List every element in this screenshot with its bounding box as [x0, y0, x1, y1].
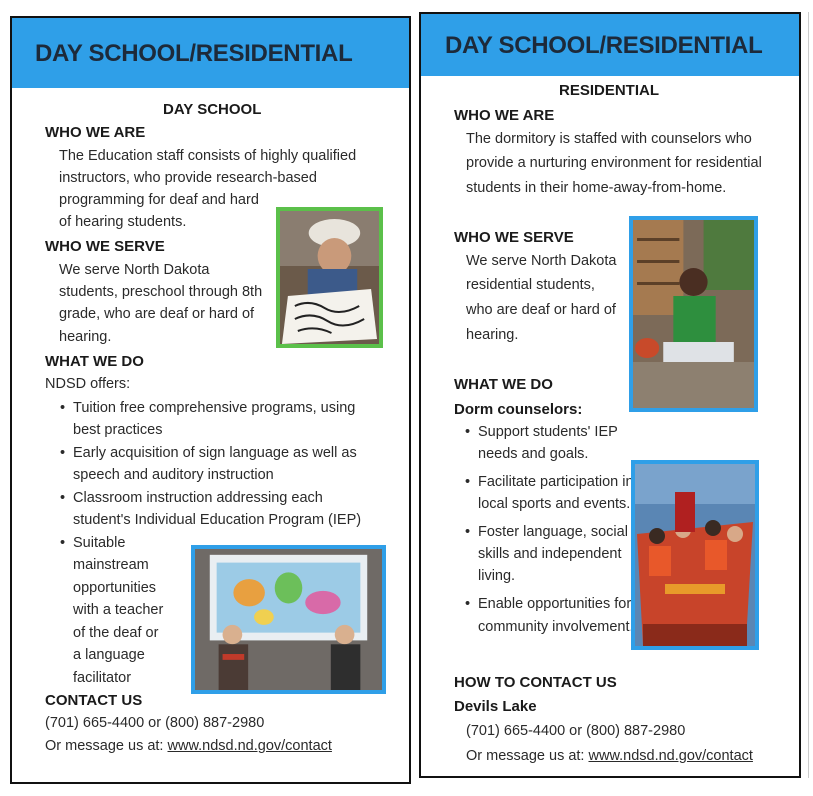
day-who-we-are-line: of hearing students.	[59, 214, 187, 230]
res-bullet-cont: needs and goals.	[478, 446, 589, 462]
day-bullet-cont: with a teacher	[73, 602, 164, 618]
day-bullet-cont: best practices	[73, 422, 163, 438]
res-bullet: • Foster language, social	[478, 525, 628, 540]
res-bullet: • Facilitate participation in	[478, 475, 634, 490]
day-contact-link[interactable]: www.ndsd.nd.gov/contact	[167, 738, 332, 754]
page-edge-divider	[808, 12, 809, 778]
res-who-we-are-line: students in their home-away-from-home.	[466, 180, 727, 196]
smartboard-students-photo	[191, 545, 386, 694]
day-contact-heading: CONTACT US	[45, 692, 143, 709]
day-bullet: • Tuition free comprehensive programs, using	[73, 401, 355, 416]
res-who-we-serve-line: hearing.	[466, 327, 519, 343]
day-who-we-serve-heading: WHO WE SERVE	[45, 238, 165, 255]
res-who-we-serve-line: residential students,	[466, 277, 595, 293]
day-bullet-cont: facilitator	[73, 670, 132, 686]
res-banner-title: DAY SCHOOL/RESIDENTIAL	[445, 32, 763, 59]
res-bullet: • Enable opportunities for	[478, 597, 631, 612]
res-who-we-are-line: The dormitory is staffed with counselors who	[466, 131, 752, 147]
day-who-we-serve-line: grade, who are deaf or hard of	[59, 306, 255, 322]
day-who-we-are-line: The Education staff consists of highly qualified	[59, 148, 357, 164]
res-dorm-counselors: Dorm counselors:	[454, 401, 583, 418]
day-what-we-do-heading: WHAT WE DO	[45, 353, 144, 370]
res-who-we-are-heading: WHO WE ARE	[454, 107, 555, 124]
day-who-we-serve-line: hearing.	[59, 329, 112, 345]
res-bullet-cont: local sports and events.	[478, 496, 631, 512]
day-who-we-serve-line: We serve North Dakota	[59, 262, 210, 278]
day-section-title: DAY SCHOOL	[163, 101, 262, 118]
res-bullet: • Support students' IEP	[478, 425, 618, 440]
day-bullet-cont: speech and auditory instruction	[73, 467, 274, 483]
day-bullet: • Classroom instruction addressing each	[73, 491, 323, 506]
res-what-we-do-heading: WHAT WE DO	[454, 376, 553, 393]
day-bullet-cont: student's Individual Education Program (IEP)	[73, 512, 362, 528]
day-bullet: • Suitable	[73, 536, 125, 551]
res-contact-location: Devils Lake	[454, 698, 537, 715]
residential-card	[419, 12, 801, 778]
day-bullet-cont: mainstream	[73, 557, 149, 573]
day-what-we-do-intro: NDSD offers:	[45, 376, 131, 392]
res-who-we-serve-line: We serve North Dakota	[466, 253, 617, 269]
res-bullet-cont: skills and independent	[478, 546, 622, 562]
dorm-student-photo	[629, 216, 758, 412]
res-who-we-serve-line: who are deaf or hard of	[466, 302, 616, 318]
res-contact-link[interactable]: www.ndsd.nd.gov/contact	[588, 748, 753, 764]
res-section-title: RESIDENTIAL	[559, 82, 660, 99]
child-drawing-photo	[276, 207, 383, 348]
day-bullet: • Early acquisition of sign language as well as	[73, 446, 357, 461]
day-who-we-are-line: instructors, who provide research-based	[59, 170, 317, 186]
day-contact-phone: (701) 665-4400 or (800) 887-2980	[45, 715, 265, 731]
day-who-we-are-heading: WHO WE ARE	[45, 124, 146, 141]
res-who-we-serve-heading: WHO WE SERVE	[454, 229, 574, 246]
res-contact-phone: (701) 665-4400 or (800) 887-2980	[466, 723, 686, 739]
day-bullet-cont: a language	[73, 647, 145, 663]
day-banner-title: DAY SCHOOL/RESIDENTIAL	[35, 40, 353, 67]
day-who-we-serve-line: students, preschool through 8th	[59, 284, 263, 300]
res-who-we-are-line: provide a nurturing environment for residential	[466, 155, 762, 171]
res-bullet-cont: living.	[478, 568, 516, 584]
res-contact-message-prefix: Or message us at:	[466, 748, 589, 764]
day-banner	[12, 18, 409, 88]
day-school-card	[10, 16, 411, 784]
res-banner	[421, 14, 799, 76]
day-contact-message	[45, 739, 332, 754]
res-contact-heading: HOW TO CONTACT US	[454, 674, 617, 691]
boat-photo	[631, 460, 759, 650]
res-contact-message	[466, 749, 753, 764]
day-contact-message-prefix: Or message us at:	[45, 738, 168, 754]
day-bullet-cont: opportunities	[73, 580, 157, 596]
day-who-we-are-line: programming for deaf and hard	[59, 192, 259, 208]
day-bullet-cont: of the deaf or	[73, 625, 159, 641]
res-bullet-cont: community involvement.	[478, 619, 634, 635]
